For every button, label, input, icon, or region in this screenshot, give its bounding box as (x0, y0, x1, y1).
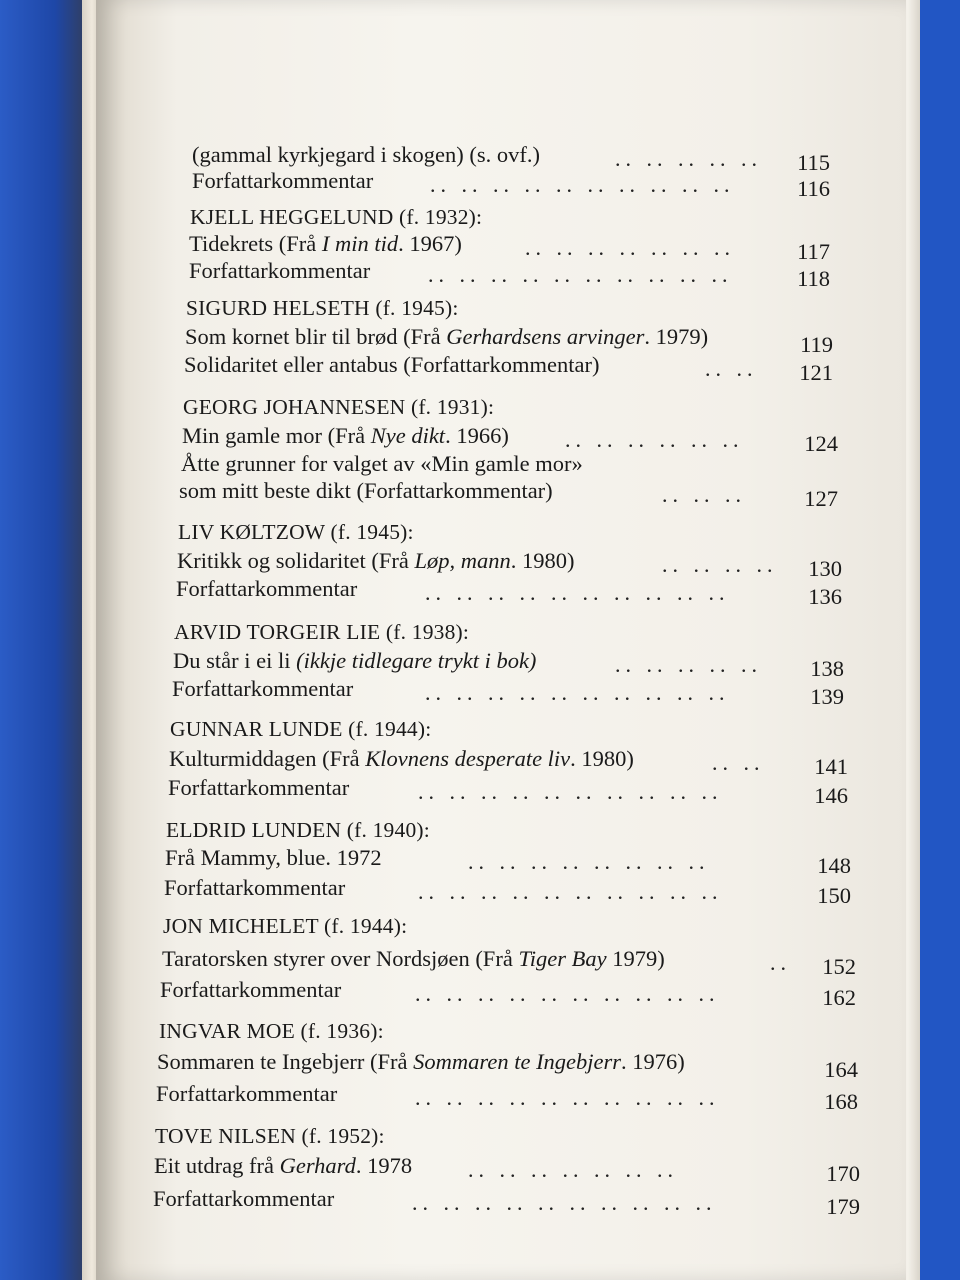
page-number: 138 (810, 656, 844, 681)
author-heading: JON MICHELET (f. 1944): (163, 914, 408, 938)
entry-title-text: Sommaren te Ingebjerr (Frå (157, 1049, 414, 1074)
author-heading: INGVAR MOE (f. 1936): (159, 1019, 384, 1043)
author-heading: SIGURD HELSETH (f. 1945): (186, 296, 459, 320)
entry-title: Forfattarkommentar (160, 977, 342, 1002)
entry-title-italic: Løp, mann (414, 548, 511, 573)
dot-leader: .. .. .. .. .. (615, 652, 762, 677)
dot-leader: .. .. .. .. .. .. .. .. .. .. (415, 1085, 720, 1110)
author-heading: TOVE NILSEN (f. 1952): (155, 1124, 385, 1148)
page-number: 141 (814, 754, 848, 779)
entry-title-text: . 1979) (644, 324, 709, 349)
entry-title: Solidaritet eller antabus (Forfattarkommentar) (184, 352, 600, 377)
entry-title-text: . 1978 (355, 1153, 413, 1178)
entry-title (157, 1049, 685, 1075)
entry-title: Frå Mammy, blue. 1972 (165, 845, 382, 870)
dot-leader: .. (770, 950, 791, 975)
author-heading: GEORG JOHANNESEN (f. 1931): (183, 395, 495, 419)
entry-title: Forfattarkommentar (192, 168, 374, 193)
page-number: 150 (817, 883, 851, 908)
entry-title-italic: Nye dikt (370, 423, 446, 448)
author-heading: KJELL HEGGELUND (f. 1932): (190, 205, 483, 229)
entry-title-text: Du står i ei li (173, 648, 297, 673)
dot-leader: .. .. .. .. .. .. .. .. (468, 849, 710, 874)
author-heading: ARVID TORGEIR LIE (f. 1938): (174, 620, 470, 644)
author-heading: ELDRID LUNDEN (f. 1940): (166, 818, 430, 842)
entry-title: Forfattarkommentar (156, 1081, 338, 1106)
dot-leader: .. .. .. .. .. .. .. .. .. .. (425, 680, 730, 705)
entry-title: Forfattarkommentar (189, 258, 371, 283)
dot-leader: .. .. .. .. .. .. (565, 427, 744, 452)
page-number: 130 (808, 556, 842, 581)
entry-title-text: Eit utdrag frå (154, 1153, 280, 1178)
entry-title-text: . 1976) (621, 1049, 685, 1074)
dot-leader: .. .. .. .. .. .. .. .. .. .. (428, 262, 733, 287)
entry-title-text: . 1967) (398, 231, 462, 256)
entry-title-text: . 1966) (445, 423, 509, 448)
page-number: 121 (799, 360, 833, 385)
dot-leader: .. .. .. .. .. .. .. (525, 235, 735, 260)
dot-leader: .. .. .. .. .. .. .. .. .. .. (412, 1190, 717, 1215)
dot-leader: .. .. .. .. .. .. .. .. .. .. (430, 172, 735, 197)
entry-title (173, 648, 536, 674)
dot-leader: .. .. .. .. .. .. .. .. .. .. (415, 981, 720, 1006)
entry-title-italic: Gerhard (279, 1153, 356, 1178)
author-heading: LIV KØLTZOW (f. 1945): (178, 520, 414, 544)
dot-leader: .. .. .. (662, 482, 746, 507)
entry-title: Forfattarkommentar (153, 1186, 335, 1211)
entry-title: Forfattarkommentar (172, 676, 354, 701)
entry-title-text: 1979) (606, 946, 665, 971)
entry-title-text: Kritikk og solidaritet (Frå (177, 548, 415, 573)
page-number: 139 (810, 684, 844, 709)
page-number: 168 (824, 1089, 858, 1114)
page-number: 124 (804, 431, 838, 456)
dot-leader: .. .. .. .. .. .. .. .. .. .. (425, 580, 730, 605)
entry-title (162, 946, 665, 972)
page-number: 136 (808, 584, 842, 609)
page-number: 146 (814, 783, 848, 808)
entry-title-italic: I min tid (321, 231, 399, 256)
page-number: 179 (826, 1194, 860, 1219)
entry-title-text: Tidekrets (Frå (189, 231, 322, 256)
entry-title-text: Kulturmiddagen (Frå (169, 746, 366, 771)
entry-title-text: Taratorsken styrer over Nordsjøen (Frå (162, 946, 519, 971)
entry-title (182, 423, 509, 449)
page-number: 118 (797, 266, 830, 291)
entry-title (189, 231, 462, 257)
entry-title: Åtte grunner for valget av «Min gamle mor» (181, 451, 583, 476)
page-number: 162 (822, 985, 856, 1010)
dot-leader: .. .. .. .. .. .. .. .. .. .. (418, 879, 723, 904)
entry-title-text: Som kornet blir til brød (Frå (185, 324, 447, 349)
entry-title-italic: (ikkje tidlegare trykt i bok) (296, 648, 537, 673)
entry-title (169, 746, 634, 772)
dot-leader: .. .. .. .. .. .. .. (468, 1157, 678, 1182)
entry-title-text: . 1980) (570, 746, 634, 771)
page-number: 115 (797, 150, 830, 175)
entry-title-italic: Gerhardsens arvinger (446, 324, 645, 349)
page-number: 119 (800, 332, 833, 357)
entry-title (185, 324, 708, 350)
dot-leader: .. .. .. .. (662, 552, 778, 577)
dot-leader: .. .. .. .. .. (615, 146, 762, 171)
entry-title-italic: Klovnens desperate liv (365, 746, 571, 771)
entry-title-text: Min gamle mor (Frå (182, 423, 371, 448)
entry-title-italic: Sommaren te Ingebjerr (413, 1049, 622, 1074)
entry-title-text: . 1980) (510, 548, 575, 573)
page-number: 170 (826, 1161, 860, 1186)
entry-title: Forfattarkommentar (164, 875, 346, 900)
dot-leader: .. .. .. .. .. .. .. .. .. .. (418, 779, 723, 804)
page-number: 152 (822, 954, 856, 979)
page-number: 164 (824, 1057, 858, 1082)
page-number: 117 (797, 239, 830, 264)
entry-title: (gammal kyrkjegard i skogen) (s. ovf.) (192, 142, 541, 167)
dot-leader: .. .. (712, 750, 765, 775)
entry-title (177, 548, 574, 574)
entry-title-italic: Tiger Bay (518, 946, 607, 971)
page-number: 127 (804, 486, 838, 511)
entry-title (154, 1153, 412, 1179)
dot-leader: .. .. (705, 356, 758, 381)
entry-title: Forfattarkommentar (176, 576, 358, 601)
entry-title: Forfattarkommentar (168, 775, 350, 800)
page-number: 148 (817, 853, 851, 878)
page-number: 116 (797, 176, 830, 201)
author-heading: GUNNAR LUNDE (f. 1944): (170, 717, 432, 741)
entry-title: som mitt beste dikt (Forfattarkommentar) (179, 478, 553, 503)
